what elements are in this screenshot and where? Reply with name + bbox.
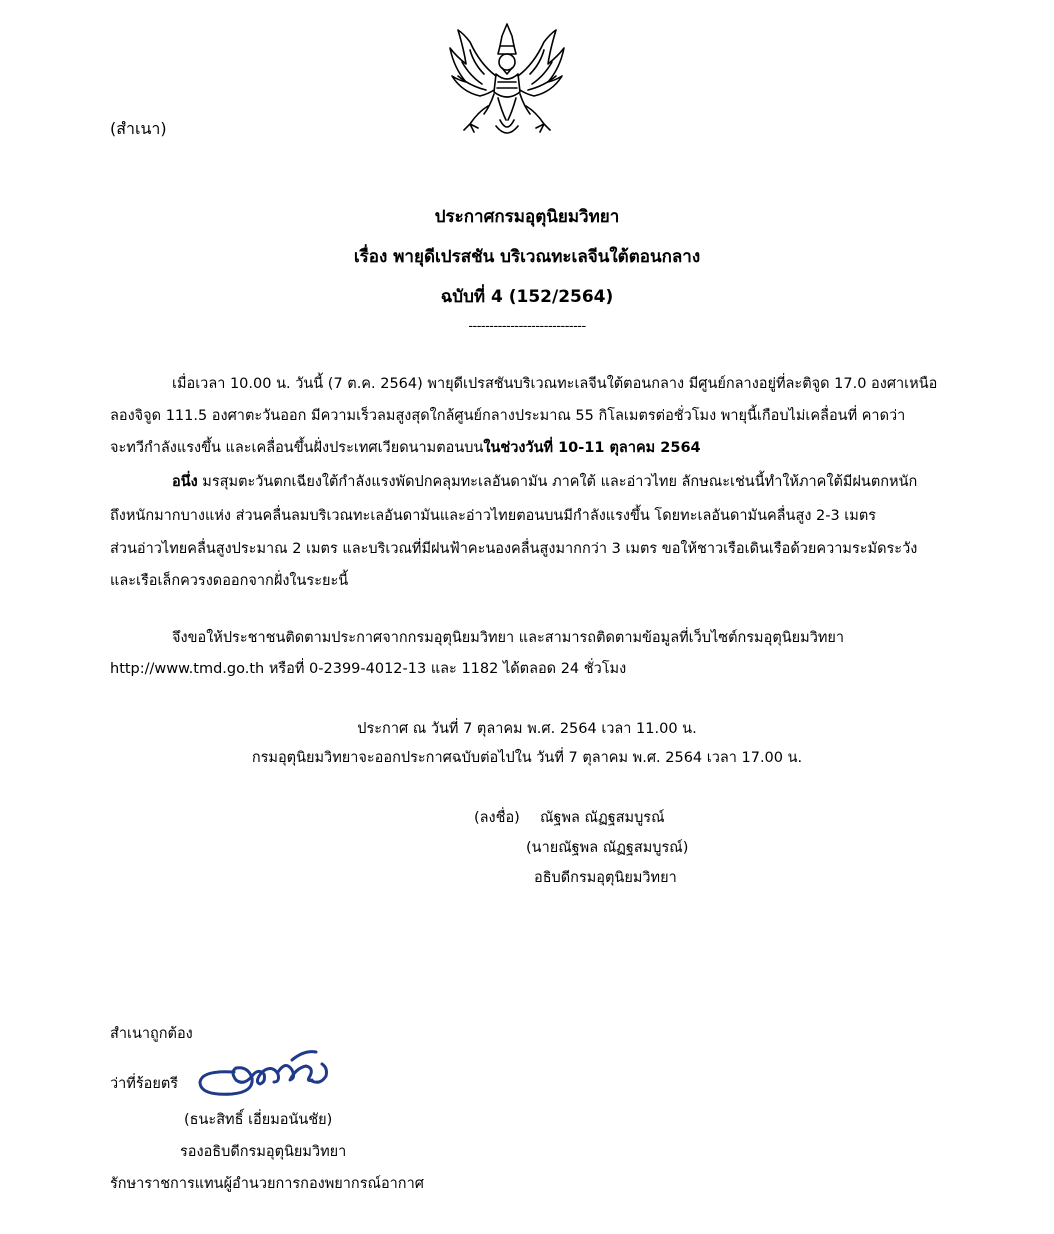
copy-mark: (สำเนา)	[110, 119, 167, 138]
signatory-signed-name: ณัฐพล ณัฏฐสมบูรณ์	[540, 810, 665, 826]
garuda-emblem-icon	[440, 20, 574, 142]
certifier-position: รองอธิบดีกรมอุตุนิยมวิทยา	[180, 1144, 347, 1160]
paragraph-line: ลองจิจูด 111.5 องศาตะวันออก มีความเร็วลมสูงสุดใกล้ศูนย์กลางประมาณ 55 กิโลเมตรต่อชั่วโมง พายุนี้เกือบไม่เคลื่อนที่ คาดว่า	[110, 408, 906, 424]
paragraph-line: และเรือเล็กควรงดออกจากฝั่งในระยะนี้	[110, 573, 349, 589]
paragraph-line	[110, 470, 998, 493]
paragraph-line: ถึงหนักมากบางแห่ง ส่วนคลื่นลมบริเวณทะเลอันดามันและอ่าวไทยตอนบนมีกำลังแรงขึ้น โดยทะเลอันดามันคลื่นสูง 2-3 เมตร	[110, 508, 877, 524]
certifier-name: (ธนะสิทธิ์ เอี่ยมอนันชัย)	[184, 1112, 333, 1128]
paragraph-text: จะทวีกำลังแรงขึ้น และเคลื่อนขึ้นฝั่งประเทศเวียดนามตอนบน	[110, 440, 484, 456]
announcement-title: ประกาศกรมอุตุนิยมวิทยา	[434, 207, 620, 227]
issued-datetime: ประกาศ ณ วันที่ 7 ตุลาคม พ.ศ. 2564 เวลา 11.00 น.	[357, 721, 697, 737]
paragraph-line: http://www.tmd.go.th หรือที่ 0-2399-4012-13 และ 1182 ได้ตลอด 24 ชั่วโมง	[110, 661, 627, 677]
certifier-rank: ว่าที่ร้อยตรี	[110, 1076, 179, 1092]
signatory-position: อธิบดีกรมอุตุนิยมวิทยา	[534, 870, 677, 886]
note-keyword: อนึ่ง	[172, 474, 198, 490]
announcement-number: ฉบับที่ 4 (152/2564)	[440, 287, 614, 307]
announcement-subject: เรื่อง พายุดีเปรสชัน บริเวณทะเลจีนใต้ตอนกลาง	[353, 247, 701, 267]
signed-label: (ลงชื่อ)	[474, 810, 520, 826]
forecast-landfall-date: ในช่วงวันที่ 10-11 ตุลาคม 2564	[483, 440, 701, 456]
handwritten-signature	[192, 1042, 332, 1102]
certifier-acting-position: รักษาราชการแทนผู้อำนวยการกองพยากรณ์อากาศ	[110, 1176, 424, 1192]
paragraph-line: จึงขอให้ประชาชนติดตามประกาศจากกรมอุตุนิยมวิทยา และสามารถติดตามข้อมูลที่เว็บไซต์กรมอุตุนิยมวิทยา	[172, 630, 845, 646]
signatory-full-name: (นายณัฐพล ณัฏฐสมบูรณ์)	[526, 840, 689, 856]
title-divider: ----------------------------	[468, 319, 586, 334]
paragraph-line: เมื่อเวลา 10.00 น. วันนี้ (7 ต.ค. 2564) พายุดีเปรสชันบริเวณทะเลจีนใต้ตอนกลาง มีศูนย์กลางอยู่ที่ละติจูด 17.0 องศาเหนือ	[172, 376, 938, 392]
paragraph-text: มรสุมตะวันตกเฉียงใต้กำลังแรงพัดปกคลุมทะเลอันดามัน ภาคใต้ และอ่าวไทย ลักษณะเช่นนี้ทำให้ภาคใต้มีฝนตกหนัก	[197, 474, 918, 490]
paragraph-line: ส่วนอ่าวไทยคลื่นสูงประมาณ 2 เมตร และบริเวณที่มีฝนฟ้าคะนองคลื่นสูงมากกว่า 3 เมตร ขอให้ชาวเรือเดินเรือด้วยความระมัดระวัง	[110, 541, 918, 557]
certified-copy-label: สำเนาถูกต้อง	[110, 1026, 193, 1042]
next-issue-datetime: กรมอุตุนิยมวิทยาจะออกประกาศฉบับต่อไปใน วันที่ 7 ตุลาคม พ.ศ. 2564 เวลา 17.00 น.	[251, 750, 803, 766]
paragraph-line	[110, 436, 936, 459]
